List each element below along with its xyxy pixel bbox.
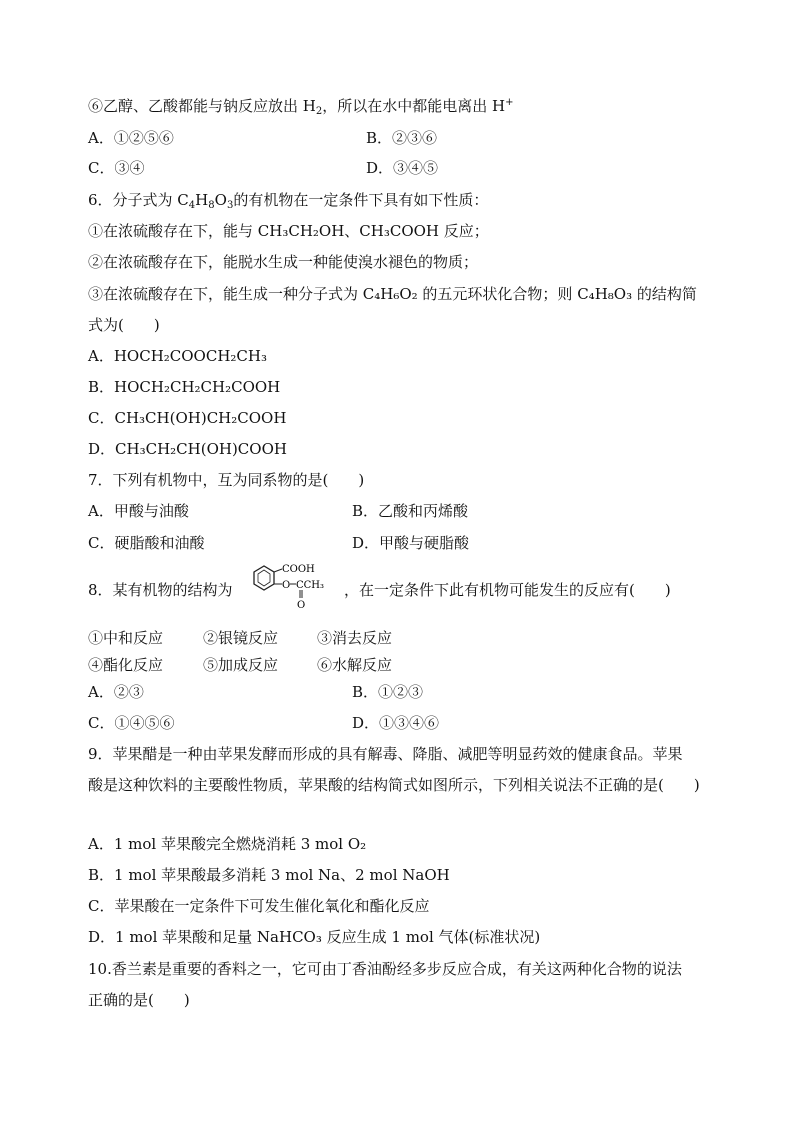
superscript: + xyxy=(505,97,514,108)
q7-choice-d: D．甲酸与硬脂酸 xyxy=(352,534,470,552)
q5-choice-d: D．③④⑤ xyxy=(366,159,439,177)
q7-stem: 7．下列有机物中，互为同系物的是( ) xyxy=(88,471,365,489)
q9-stem-line-2: 酸是这种饮料的主要酸性物质，苹果酸的结构简式如图所示，下列相关说法不正确的是( ) xyxy=(88,776,700,794)
text: ⑥乙醇、乙酸都能与钠反应放出 H xyxy=(88,97,316,115)
q8-reaction-2: ②银镜反应 xyxy=(203,629,279,647)
acetyl-label: CCH₃ xyxy=(296,580,325,591)
q8-choice-b: B．①②③ xyxy=(352,683,424,701)
text: H xyxy=(195,191,209,209)
cooh-label: COOH xyxy=(282,564,315,575)
q6-stem-end: 式为( ) xyxy=(88,316,160,334)
q7-choice-c: C．硬脂酸和油酸 xyxy=(88,534,205,552)
subscript: 8 xyxy=(208,200,215,211)
q6-choice-c: C．CH₃CH(OH)CH₂COOH xyxy=(88,409,287,427)
q9-choice-a: A．1 mol 苹果酸完全燃烧消耗 3 mol O₂ xyxy=(88,835,367,853)
q8-reaction-1: ①中和反应 xyxy=(88,629,164,647)
option-6-statement xyxy=(88,96,513,116)
q9-choice-d: D．1 mol 苹果酸和足量 NaHCO₃ 反应生成 1 mol 气体(标准状况) xyxy=(88,928,541,946)
benzene-structure-diagram xyxy=(240,560,340,610)
subscript: 2 xyxy=(315,106,323,117)
q9-choice-c: C．苹果酸在一定条件下可发生催化氧化和酯化反应 xyxy=(88,897,430,915)
q10-stem-line-2: 正确的是( ) xyxy=(88,991,190,1009)
q8-choice-c: C．①④⑤⑥ xyxy=(88,714,175,732)
subscript: 3 xyxy=(226,200,234,211)
q6-stem xyxy=(88,190,488,210)
text: ，所以在水中都能电离出 H xyxy=(322,97,506,115)
q9-choice-b: B．1 mol 苹果酸最多消耗 3 mol Na、2 mol NaOH xyxy=(88,866,450,884)
text: 6．分子式为 C xyxy=(88,191,189,209)
q6-property-3: ③在浓硫酸存在下，能生成一种分子式为 C₄H₆O₂ 的五元环状化合物；则 C₄H₈O₃ 的结构简 xyxy=(88,285,697,303)
text: 的有机物在一定条件下具有如下性质： xyxy=(233,191,489,209)
q8-reaction-6: ⑥水解反应 xyxy=(317,656,393,674)
q8-choice-d: D．①③④⑥ xyxy=(352,714,440,732)
q8-reaction-5: ⑤加成反应 xyxy=(203,656,279,674)
q8-reaction-3: ③消去反应 xyxy=(317,629,393,647)
q8-stem-end: ，在一定条件下此有机物可能发生的反应有( ) xyxy=(344,581,671,599)
carbonyl-oxygen-label: O xyxy=(297,600,306,610)
q6-choice-b: B．HOCH₂CH₂CH₂COOH xyxy=(88,378,281,396)
q5-choice-c: C．③④ xyxy=(88,159,145,177)
q6-property-1: ①在浓硫酸存在下，能与 CH₃CH₂OH、CH₃COOH 反应； xyxy=(88,222,489,240)
q7-choice-b: B．乙酸和丙烯酸 xyxy=(352,502,469,520)
q8-stem-start: 8．某有机物的结构为 xyxy=(88,581,233,599)
q7-choice-a: A．甲酸与油酸 xyxy=(88,502,189,520)
q8-reaction-4: ④酯化反应 xyxy=(88,656,164,674)
q6-choice-d: D．CH₃CH₂CH(OH)COOH xyxy=(88,440,287,458)
q9-stem-line-1: 9．苹果醋是一种由苹果发酵而形成的具有解毒、降脂、减肥等明显药效的健康食品。苹果 xyxy=(88,745,683,763)
q5-choice-b: B．②③⑥ xyxy=(366,129,438,147)
text: O xyxy=(214,191,227,209)
subscript: 4 xyxy=(188,200,196,211)
q6-choice-a: A．HOCH₂COOCH₂CH₃ xyxy=(88,347,267,365)
q10-stem-line-1: 10.香兰素是重要的香料之一，它可由丁香油酚经多步反应合成，有关这两种化合物的说法 xyxy=(88,960,682,978)
q8-choice-a: A．②③ xyxy=(88,683,144,701)
q6-property-2: ②在浓硫酸存在下，能脱水生成一种能使溴水褪色的物质； xyxy=(88,253,479,271)
q5-choice-a: A．①②⑤⑥ xyxy=(88,129,174,147)
ester-oxygen-label: O xyxy=(282,580,291,591)
